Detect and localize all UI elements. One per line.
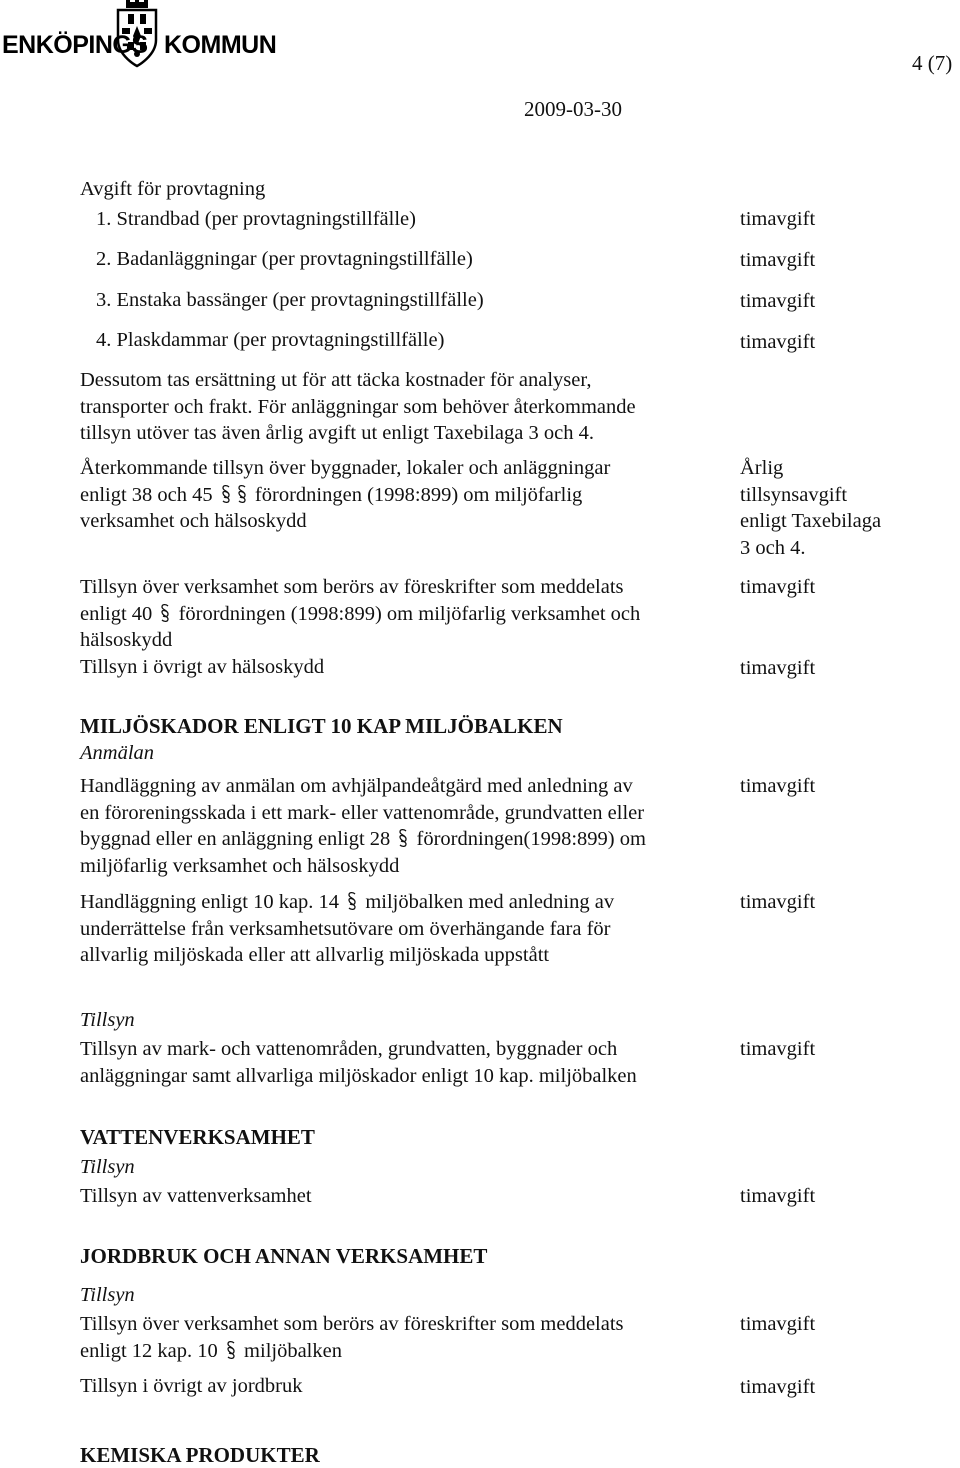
fee-line: enligt Taxebilaga: [740, 510, 882, 532]
fee-label: timavgift: [740, 1038, 816, 1060]
section-sign-icon: [225, 1340, 237, 1360]
text-line: [80, 826, 646, 853]
text-line: miljöfarlig verksamhet och hälsoskydd: [80, 854, 400, 877]
section-sign-icon: [159, 603, 171, 623]
text-line: Tillsyn över verksamhet som berörs av föreskrifter som meddelats: [80, 576, 624, 598]
note-line: Dessutom tas ersättning ut för att täcka kostnader för analyser,: [80, 369, 592, 391]
miljoskador-item-1: [80, 773, 646, 879]
text-line: Tillsyn av mark- och vattenområden, grundvatten, byggnader och: [80, 1038, 618, 1060]
list-item: 1. Strandbad (per provtagningstillfälle): [96, 208, 416, 230]
text-line: anläggningar samt allvarliga miljöskador enligt 10 kap. miljöbalken: [80, 1064, 637, 1087]
recurring-description: [80, 455, 610, 535]
text-fragment: miljöbalken: [244, 1339, 342, 1362]
annual-fee-note: [740, 455, 881, 561]
fee-line: Årlig: [740, 457, 784, 479]
list-item: 4. Plaskdammar (per provtagningstillfälle): [96, 329, 445, 351]
text-fragment: enligt 40: [80, 602, 153, 625]
section-heading: VATTENVERKSAMHET: [80, 1125, 315, 1149]
section-sign-icon: [397, 828, 409, 848]
section-sign-icon: [346, 891, 358, 911]
text-line: [80, 1338, 624, 1365]
text-line: Handläggning av anmälan om avhjälpandeåtgärd med anledning av: [80, 775, 633, 797]
text-fragment: enligt 12 kap. 10: [80, 1339, 218, 1362]
text-line: [80, 482, 610, 509]
fee-label: timavgift: [740, 657, 816, 679]
provtagning-note: [80, 367, 636, 447]
page-number: 4 (7): [912, 51, 953, 75]
subheading: Tillsyn: [80, 1009, 135, 1031]
logo-text-right: KOMMUN: [164, 31, 277, 59]
section-title-provtagning: Avgift för provtagning: [80, 178, 266, 200]
fee-line: tillsynsavgift: [740, 483, 848, 506]
document-date: 2009-03-30: [524, 97, 622, 121]
text-line: [80, 601, 640, 628]
fee-label: timavgift: [740, 1185, 816, 1207]
subheading: Tillsyn: [80, 1284, 135, 1306]
fee-label: timavgift: [740, 331, 816, 353]
text-line: Återkommande tillsyn över byggnader, lokaler och anläggningar: [80, 457, 611, 479]
list-item: Tillsyn av vattenverksamhet: [80, 1185, 312, 1207]
text-fragment: förordningen(1998:899) om: [416, 828, 646, 850]
section-sign-icon: [220, 484, 232, 504]
text-line: hälsoskydd: [80, 629, 173, 651]
miljoskador-tillsyn: [80, 1036, 637, 1089]
fee-label: timavgift: [740, 208, 816, 230]
fee-label: timavgift: [740, 576, 816, 598]
text-line: underrättelse från verksamhetsutövare om överhängande fara för: [80, 917, 611, 940]
fee-label: timavgift: [740, 775, 816, 797]
text-fragment: enligt 38 och 45: [80, 483, 213, 506]
text-line: allvarlig miljöskada eller att allvarlig miljöskada uppstått: [80, 944, 550, 966]
section-heading: JORDBRUK OCH ANNAN VERKSAMHET: [80, 1244, 488, 1268]
fee-label: timavgift: [740, 1376, 816, 1398]
logo-text-left: ENKÖPINGS: [2, 31, 148, 59]
text-fragment: byggnad eller en anläggning enligt 28: [80, 828, 391, 850]
text-line: verksamhet och hälsoskydd: [80, 510, 307, 532]
jordbruk-item-1: [80, 1311, 624, 1364]
foreskrifter-description: [80, 574, 640, 654]
text-line: en föroreningsskada i ett mark- eller vattenområde, grundvatten eller: [80, 801, 645, 824]
fee-label: timavgift: [740, 249, 816, 271]
miljoskador-item-2: [80, 889, 614, 969]
text-fragment: förordningen (1998:899) om miljöfarlig: [254, 483, 583, 506]
text-line: [80, 889, 614, 916]
text-fragment: miljöbalken med anledning av: [365, 891, 615, 913]
section-heading: MILJÖSKADOR ENLIGT 10 KAP MILJÖBALKEN: [80, 714, 563, 738]
fee-label: timavgift: [740, 891, 816, 913]
subheading: Tillsyn: [80, 1156, 135, 1178]
municipality-logo: [0, 0, 277, 70]
text-fragment: förordningen (1998:899) om miljöfarlig verksamhet och: [178, 602, 641, 625]
text-line: Tillsyn över verksamhet som berörs av föreskrifter som meddelats: [80, 1313, 624, 1335]
fee-label: timavgift: [740, 1313, 816, 1335]
text-fragment: Handläggning enligt 10 kap. 14: [80, 891, 340, 913]
list-item: Tillsyn i övrigt av jordbruk: [80, 1375, 303, 1397]
fee-line: 3 och 4.: [740, 536, 806, 559]
note-line: tillsyn utöver tas även årlig avgift ut enligt Taxebilaga 3 och 4.: [80, 422, 594, 444]
list-item: 2. Badanläggningar (per provtagningstillfälle): [96, 248, 473, 270]
list-item: 3. Enstaka bassänger (per provtagningstillfälle): [96, 289, 484, 311]
fee-label: timavgift: [740, 290, 816, 312]
halsoskydd-ovrigt: Tillsyn i övrigt av hälsoskydd: [80, 656, 325, 678]
note-line: transporter och frakt. För anläggningar som behöver återkommande: [80, 395, 636, 418]
section-sign-icon: [236, 484, 248, 504]
subheading: Anmälan: [80, 742, 155, 764]
section-heading: KEMISKA PRODUKTER: [80, 1443, 320, 1467]
